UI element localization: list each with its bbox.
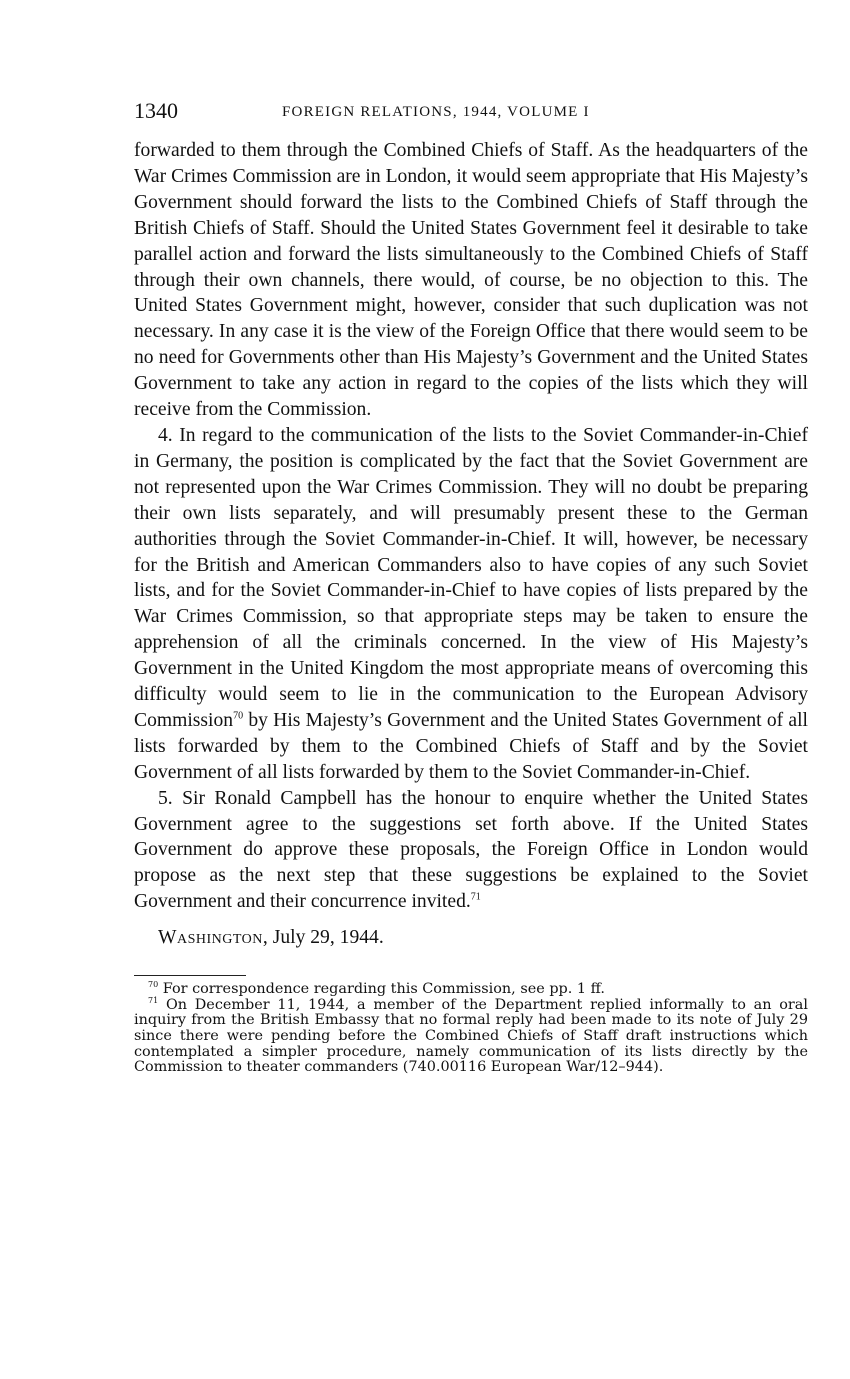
footnotes	[134, 982, 808, 1076]
footnote-marker-70: 70	[148, 980, 159, 990]
footnote-ref-71: 71	[470, 891, 481, 903]
paragraph-4-text-a: 4. In regard to the communication of the lists to the Soviet Commander-in-Chief in Germany, the position is complicated by the fact that the Soviet Government are not represented upon the War Crimes Commission. They will no doubt be preparing their own lists separately, and will presumably present these to the German authorities through the Soviet Commander-in-Chief. It will, however, be necessary for the British and American Commanders also to have copies of any such Soviet lists, and for the Soviet Commander-in-Chief to have copies of lists prepared by the War Crimes Commission, so that appropriate steps may be taken to ensure the apprehension of all the criminals concerned. In the view of His Majesty’s Government in the United Kingdom the most appropriate means of overcoming this difficulty would seem to lie in the communication to the European Advisory Commission	[134, 424, 808, 731]
body-text	[134, 138, 808, 951]
dateline-place: Washington	[158, 927, 263, 949]
dateline-date: , July 29, 1944.	[262, 927, 384, 949]
footnote-70-text: For correspondence regarding this Commission, see pp. 1 ff.	[158, 981, 605, 998]
paragraph-4-text-b: by His Majesty’s Government and the United States Government of all lists forwarded by them to the Combined Chiefs of Staff and by the Soviet Government of all lists forwarded by them to the Soviet Commander-in-Chief.	[134, 709, 808, 783]
footnote-71-text: On December 11, 1944, a member of the Department replied informally to an oral inquiry from the British Embassy that no formal reply had been made to its note of July 29 since there were pending before the Combined Chiefs of Staff draft instructions which contemplated a simpler procedure, namely communication of its lists directly by the Commission to theater commanders (740.00116 European War/12–944).	[134, 996, 808, 1076]
footnote-70	[134, 982, 808, 998]
running-header	[134, 96, 808, 130]
paragraph-continued-text: forwarded to them through the Combined Chiefs of Staff. As the headquarters of the War Crimes Commission are in London, it would seem appropriate that His Majesty’s Government should forward the lists to the Combined Chiefs of Staff through the British Chiefs of Staff. Should the United States Government feel it desirable to take parallel action and forward the lists simultaneously to the Combined Chiefs of Staff through their own channels, there would, of course, be no objection to this. The United States Government might, however, consider that such duplication was not necessary. In any case it is the view of the Foreign Office that there would seem to be no need for Governments other than His Majesty’s Government and the United States Government to take any action in regard to the copies of the lists which they will receive from the Commission.	[134, 140, 808, 421]
running-title: FOREIGN RELATIONS, 1944, VOLUME I	[282, 104, 590, 120]
footnote-divider	[134, 975, 246, 976]
paragraph-5-text: 5. Sir Ronald Campbell has the honour to enquire whether the United States Government agree to the suggestions set forth above. If the United States Government do approve these proposals, the Foreign Office in London would propose as the next step that these suggestions be explained to the Soviet Government and their concurrence invited.	[134, 787, 808, 913]
footnote-ref-70: 70	[233, 710, 244, 722]
page-number: 1340	[134, 98, 178, 123]
dateline	[158, 925, 808, 951]
footnote-marker-71: 71	[148, 995, 159, 1005]
paragraph-continued	[134, 138, 808, 423]
paragraph-5	[134, 786, 808, 916]
paragraph-4	[134, 423, 808, 786]
footnote-71	[134, 995, 808, 1076]
document-page	[134, 96, 808, 1076]
